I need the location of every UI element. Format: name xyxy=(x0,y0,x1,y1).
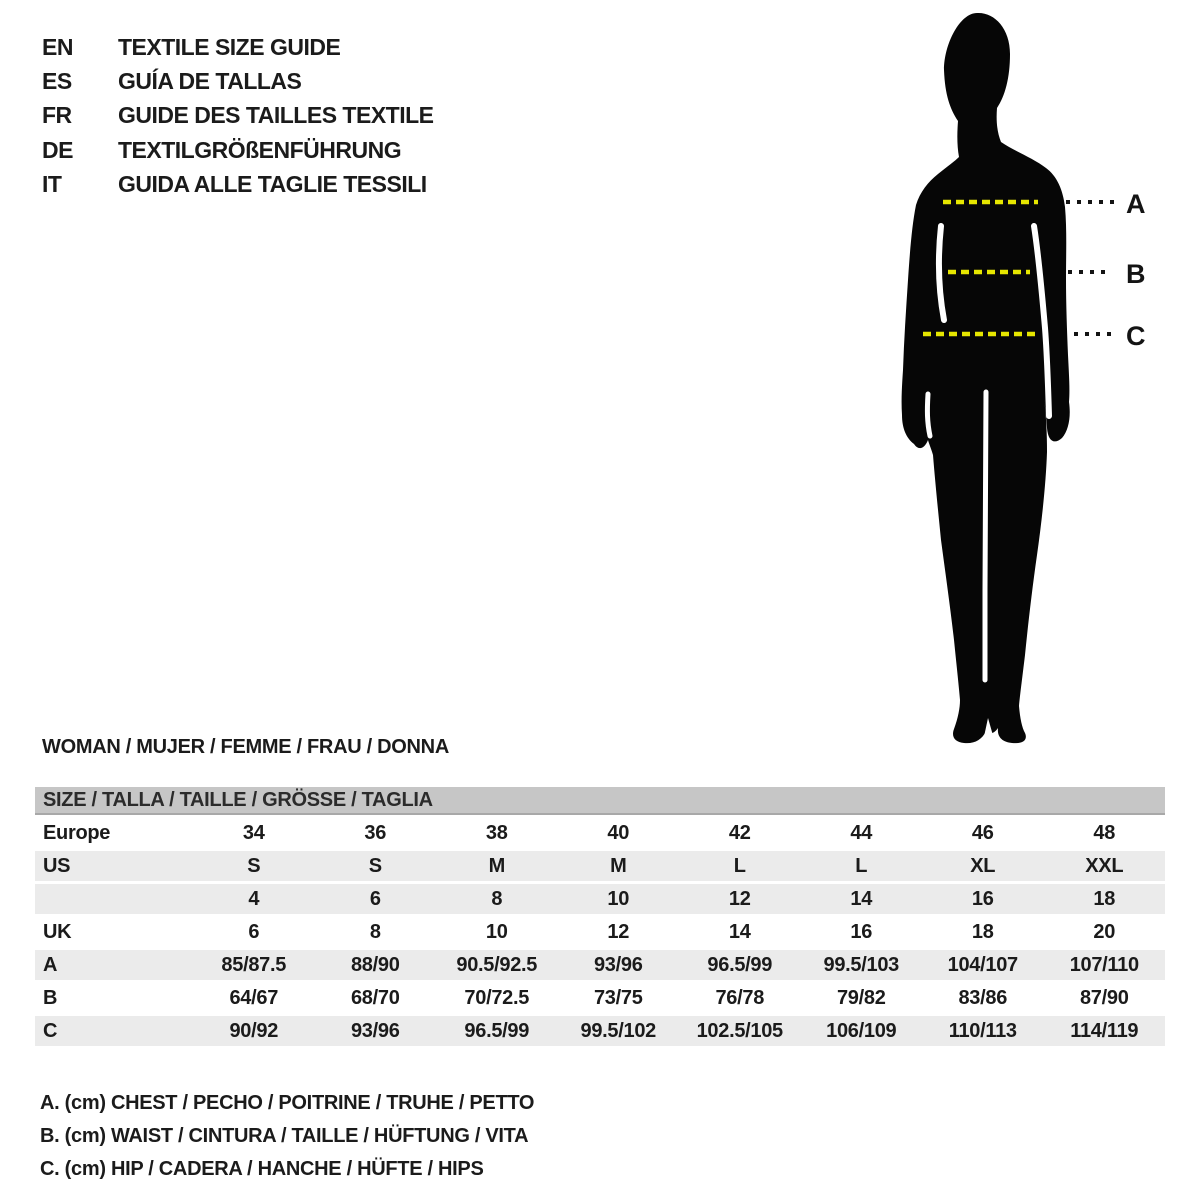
chest-label: A xyxy=(1126,189,1146,219)
size-table-cell: 83/86 xyxy=(958,986,1008,1009)
size-table-cell: 102.5/105 xyxy=(696,1019,783,1042)
size-table-cell: 16 xyxy=(971,887,994,910)
language-title: GUÍA DE TALLAS xyxy=(118,68,302,95)
size-table-cell: 14 xyxy=(728,920,751,943)
size-table-row xyxy=(35,884,1165,914)
size-table-cell: 18 xyxy=(1093,887,1116,910)
size-table-cell: 12 xyxy=(728,887,751,910)
size-table-cell: 90.5/92.5 xyxy=(456,953,538,976)
size-table-cell: S xyxy=(368,854,382,877)
legend-line: A. (cm) CHEST / PECHO / POITRINE / TRUHE / PETTO xyxy=(40,1092,535,1114)
size-table-row xyxy=(35,1016,1165,1046)
size-table-cell: XL xyxy=(970,854,996,877)
size-table-cell: 8 xyxy=(369,920,381,943)
size-table-cell: 34 xyxy=(242,821,265,844)
size-table-cell: 20 xyxy=(1093,920,1116,943)
size-table-cell: 87/90 xyxy=(1079,986,1129,1009)
size-table-rows xyxy=(35,818,1165,1046)
language-list xyxy=(42,30,434,202)
size-table-row xyxy=(35,917,1165,947)
size-table-cell: 48 xyxy=(1093,821,1116,844)
silhouette-gap-left-hand xyxy=(927,394,930,436)
size-table-cell: 85/87.5 xyxy=(221,953,287,976)
size-table-cell: 93/96 xyxy=(593,953,643,976)
size-table-cell: 10 xyxy=(485,920,508,943)
size-table-cell: 8 xyxy=(491,887,503,910)
language-title: TEXTILE SIZE GUIDE xyxy=(118,33,341,60)
size-table-cell: 93/96 xyxy=(350,1019,400,1042)
language-row xyxy=(42,99,434,133)
language-row xyxy=(42,64,434,98)
size-table-cell: M xyxy=(488,854,505,877)
size-table-cell: 6 xyxy=(248,920,260,943)
size-table-row-label: Europe xyxy=(43,821,111,844)
language-title: GUIDA ALLE TAGLIE TESSILI xyxy=(118,171,427,198)
size-table-cell: 16 xyxy=(850,920,873,943)
size-table-header: SIZE / TALLA / TAILLE / GRÖSSE / TAGLIA xyxy=(35,787,1165,815)
size-table-row xyxy=(35,851,1165,881)
size-table-cell: L xyxy=(733,854,746,877)
size-table-cell: 104/107 xyxy=(947,953,1018,976)
measurement-legend xyxy=(40,1087,534,1186)
size-table xyxy=(35,787,1165,1049)
size-table-row-label: US xyxy=(43,854,71,877)
language-code: ES xyxy=(42,68,72,95)
size-table-cell: 40 xyxy=(607,821,630,844)
language-title: GUIDE DES TAILLES TEXTILE xyxy=(118,102,434,129)
language-code: DE xyxy=(42,136,73,163)
figure-region xyxy=(858,0,1200,770)
size-table-row-label: UK xyxy=(43,920,72,943)
waist-label: B xyxy=(1126,259,1146,289)
size-table-cell: 99.5/102 xyxy=(580,1019,656,1042)
size-table-cell: 68/70 xyxy=(350,986,400,1009)
size-table-cell: 46 xyxy=(971,821,994,844)
size-table-cell: 99.5/103 xyxy=(823,953,899,976)
size-table-cell: 70/72.5 xyxy=(464,986,530,1009)
size-table-row xyxy=(35,950,1165,980)
size-table-cell: 90/92 xyxy=(229,1019,279,1042)
language-row xyxy=(42,30,434,64)
legend-line: C. (cm) HIP / CADERA / HANCHE / HÜFTE / HIPS xyxy=(40,1158,484,1180)
size-table-cell: 114/119 xyxy=(1070,1019,1139,1042)
size-table-cell: 6 xyxy=(369,887,381,910)
silhouette-gap-legs xyxy=(985,392,986,680)
size-table-row-label: B xyxy=(43,986,58,1009)
size-table-cell: 76/78 xyxy=(715,986,765,1009)
size-table-cell: 42 xyxy=(728,821,751,844)
size-table-row-label: C xyxy=(43,1019,58,1042)
size-table-cell: 110/113 xyxy=(948,1019,1017,1042)
size-table-cell: XXL xyxy=(1085,854,1124,877)
size-table-row-label: A xyxy=(43,953,58,976)
size-table-cell: 107/110 xyxy=(1069,953,1139,976)
size-table-cell: 14 xyxy=(850,887,873,910)
language-row xyxy=(42,133,434,167)
size-table-cell: 79/82 xyxy=(836,986,886,1009)
language-code: EN xyxy=(42,33,73,60)
size-table-cell: 36 xyxy=(364,821,387,844)
size-table-cell: 73/75 xyxy=(593,986,643,1009)
gender-heading: WOMAN / MUJER / FEMME / FRAU / DONNA xyxy=(42,736,449,758)
size-table-cell: 106/109 xyxy=(826,1019,897,1042)
language-code: FR xyxy=(42,102,72,129)
size-table-cell: L xyxy=(855,854,868,877)
size-table-row xyxy=(35,818,1165,848)
hip-label: C xyxy=(1126,321,1146,351)
size-table-cell: 44 xyxy=(850,821,873,844)
size-table-cell: 96.5/99 xyxy=(464,1019,530,1042)
size-table-cell: 96.5/99 xyxy=(707,953,773,976)
language-title: TEXTILGRÖßENFÜHRUNG xyxy=(118,136,402,163)
size-table-cell: 4 xyxy=(248,887,260,910)
size-table-cell: 88/90 xyxy=(350,953,400,976)
size-table-cell: 64/67 xyxy=(229,986,279,1009)
language-row xyxy=(42,168,434,202)
size-table-cell: 12 xyxy=(607,920,630,943)
legend-line: B. (cm) WAIST / CINTURA / TAILLE / HÜFTUNG / VITA xyxy=(40,1125,529,1147)
size-table-cell: 38 xyxy=(485,821,508,844)
size-table-cell: 10 xyxy=(607,887,630,910)
size-table-cell: S xyxy=(247,854,261,877)
language-code: IT xyxy=(42,171,62,198)
size-table-cell: M xyxy=(610,854,627,877)
size-table-row xyxy=(35,983,1165,1013)
size-table-cell: 18 xyxy=(971,920,994,943)
